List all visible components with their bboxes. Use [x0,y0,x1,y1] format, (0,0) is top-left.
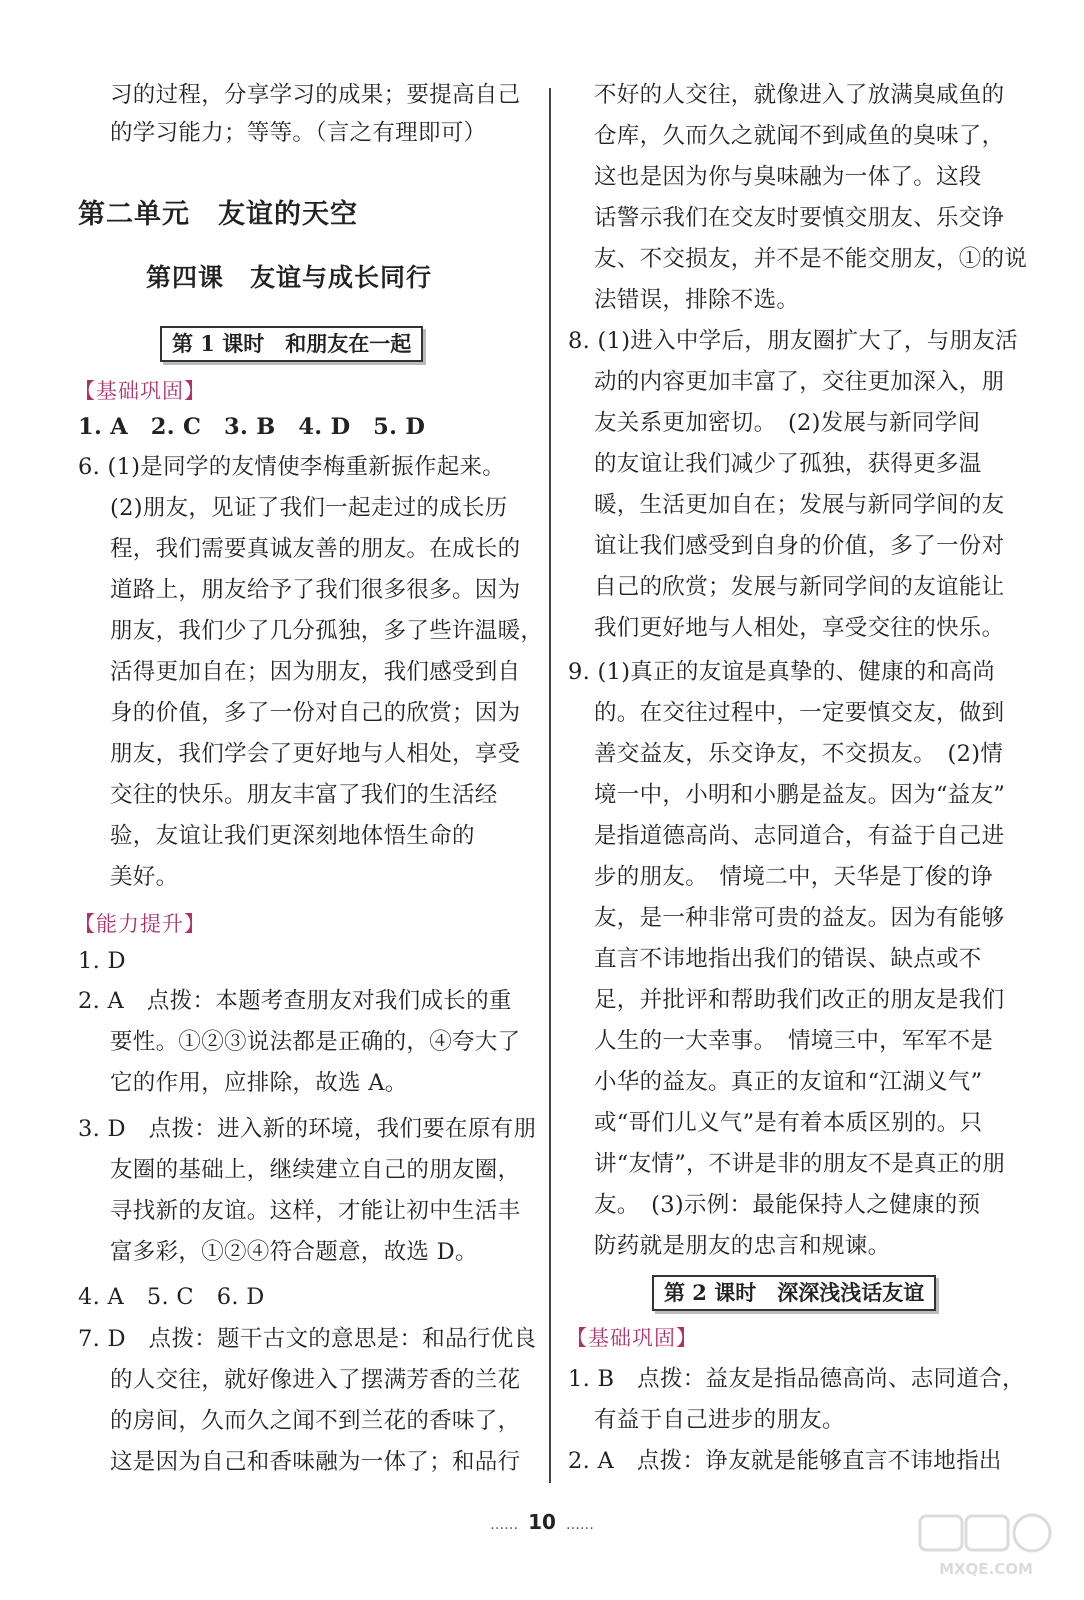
lesson-title: 第四课 友谊与成长同行 [146,263,433,292]
column-divider [549,88,551,1483]
answers-4-6: 4. A 5. C 6. D [78,1284,265,1310]
q9-line: 直言不讳地指出我们的错误、缺点或不 [594,946,982,972]
r-q1-line: 有益于自己进步的朋友。 [594,1407,845,1433]
q2-line: 要性。①②③说法都是正确的，④夸大了 [110,1029,521,1055]
q7-line: 7. D 点拨：题干古文的意思是：和品行优良 [78,1326,537,1352]
q7-line: 的房间，久而久之闻不到兰花的香味了， [110,1408,521,1434]
q8-line: 我们更好地与人相处，享受交往的快乐。 [594,615,1005,641]
answers-1-5: 1. A 2. C 3. B 4. D 5. D [78,414,426,440]
q9-line: 是指道德高尚、志同道合，有益于自己进 [594,823,1005,849]
q6-line: 朋友，我们学会了更好地与人相处，享受 [110,741,521,767]
q8-line: 谊让我们感受到自身的价值，多了一份对 [594,533,1005,559]
answer-1: 1. D [78,948,126,974]
q2-line: 2. A 点拨：本题考查朋友对我们成长的重 [78,988,512,1014]
q9-line: 小华的益友。真正的友谊和“江湖义气” [594,1069,983,1095]
section-ability: 【能力提升】 [74,912,206,936]
q9-line: 人生的一大幸事。 情境三中，军军不是 [594,1028,994,1054]
q9-line: 或“哥们儿义气”是有着本质区别的。只 [594,1110,983,1136]
q9-line: 足，并批评和帮助我们改正的朋友是我们 [594,987,1005,1013]
period-2-heading: 第 2 课时 深深浅浅话友谊 [652,1275,936,1311]
q6-line: 活得更加自在；因为朋友，我们感受到自 [110,659,521,685]
q3-line: 3. D 点拨：进入新的环境，我们要在原有朋 [78,1116,537,1142]
q6-line: (2)朋友，见证了我们一起走过的成长历 [110,495,508,521]
q7-cont-line: 不好的人交往，就像进入了放满臭咸鱼的 [594,82,1005,108]
q6-line: 朋友，我们少了几分孤独，多了些许温暖， [110,618,544,644]
q6-line: 6. (1)是同学的友情使李梅重新振作起来。 [78,454,506,480]
section-basic-left: 【基础巩固】 [74,379,206,403]
q9-line: 境一中，小明和小鹏是益友。因为“益友” [594,782,1006,808]
q9-line: 善交益友，乐交诤友，不交损友。 (2)情 [594,741,1004,767]
q8-line: 自己的欣赏；发展与新同学间的友谊能让 [594,574,1005,600]
intro-line-2: 的学习能力；等等。（言之有理即可） [110,120,487,146]
q6-line: 身的价值，多了一份对自己的欣赏；因为 [110,700,521,726]
q7-cont-line: 友、不交损友，并不是不能交朋友，①的说 [594,246,1028,272]
q9-line: 防药就是朋友的忠言和规谏。 [594,1233,891,1259]
q7-line: 这是因为自己和香味融为一体了；和品行 [110,1449,521,1475]
q7-cont-line: 仓库，久而久之就闻不到咸鱼的臭味了， [594,123,1005,149]
q3-line: 友圈的基础上，继续建立自己的朋友圈， [110,1157,521,1183]
q9-line: 的。在交往过程中，一定要慎交友，做到 [594,700,1005,726]
intro-line-1: 习的过程，分享学习的成果；要提高自己 [110,82,521,108]
period-1-heading: 第 1 课时 和朋友在一起 [160,326,423,362]
q3-line: 寻找新的友谊。这样，才能让初中生活丰 [110,1198,521,1224]
q7-cont-line: 话警示我们在交友时要慎交朋友、乐交诤 [594,205,1005,231]
r-q1-line: 1. B 点拨：益友是指品德高尚、志同道合， [568,1366,1025,1392]
q9-line: 友，是一种非常可贵的益友。因为有能够 [594,905,1005,931]
q2-line: 它的作用，应排除，故选 A。 [110,1070,408,1096]
q8-line: 动的内容更加丰富了，交往更加深入，朋 [594,369,1005,395]
q7-line: 的人交往，就好像进入了摆满芳香的兰花 [110,1367,521,1393]
q7-cont-line: 这也是因为你与臭味融为一体了。这段 [594,164,982,190]
watermark-text: MXQE.COM [939,1560,1033,1578]
section-basic-right: 【基础巩固】 [566,1326,698,1350]
page-dots-right: …… [565,1517,594,1533]
q9-line: 9. (1)真正的友谊是真挚的、健康的和高尚 [568,659,996,685]
q9-line: 步的朋友。 情境二中，天华是丁俊的诤 [594,864,994,890]
watermark-logo [916,1512,1056,1582]
q8-line: 的友谊让我们减少了孤独，获得更多温 [594,451,982,477]
q6-line: 交往的快乐。朋友丰富了我们的生活经 [110,782,498,808]
q6-line: 美好。 [110,864,179,890]
q6-line: 程，我们需要真诚友善的朋友。在成长的 [110,536,521,562]
q8-line: 8. (1)进入中学后，朋友圈扩大了，与朋友活 [568,328,1018,354]
q9-line: 友。 (3)示例：最能保持人之健康的预 [594,1192,981,1218]
q9-line: 讲“友情”，不讲是非的朋友不是真正的朋 [594,1151,1006,1177]
page-dots-left: …… [490,1517,519,1533]
q8-line: 暖，生活更加自在；发展与新同学间的友 [594,492,1005,518]
page-number-value: 10 [528,1510,556,1534]
q3-line: 富多彩，①②④符合题意，故选 D。 [110,1239,478,1265]
q6-line: 道路上，朋友给予了我们很多很多。因为 [110,577,521,603]
r-q2-line: 2. A 点拨：诤友就是能够直言不讳地指出 [568,1448,1002,1474]
q7-cont-line: 法错误，排除不选。 [594,287,800,313]
q8-line: 友关系更加密切。 (2)发展与新同学间 [594,410,981,436]
q6-line: 验，友谊让我们更深刻地体悟生命的 [110,823,475,849]
unit-title: 第二单元 友谊的天空 [78,199,358,230]
